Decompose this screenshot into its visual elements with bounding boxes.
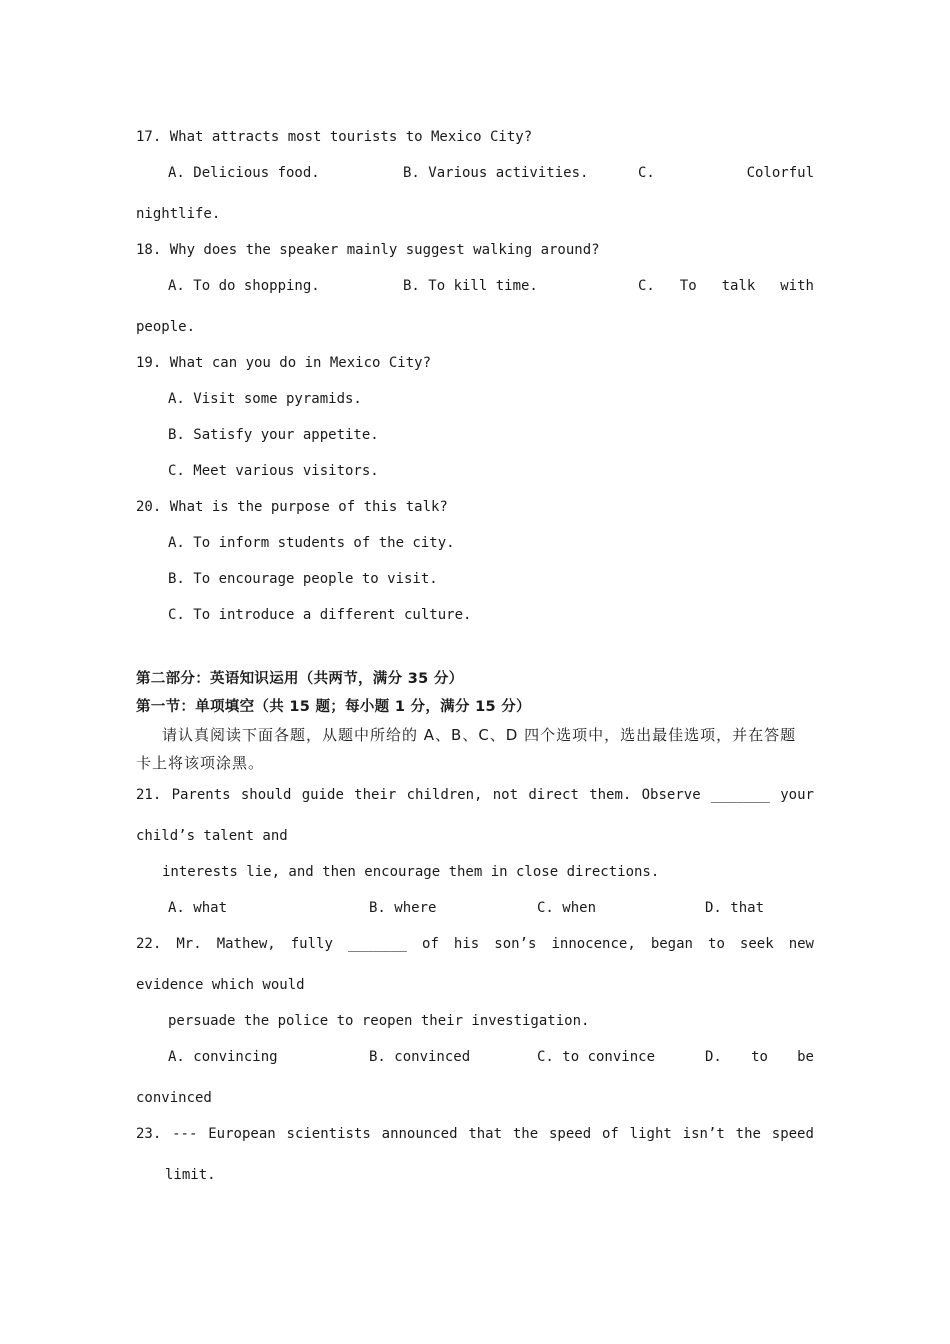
section1-title: 第一节：单项填空（共 15 题；每小题 1 分，满分 15 分） [136, 699, 531, 715]
q20-option-b: B. To encourage people to visit. [168, 571, 438, 587]
q21-blank: _______ [710, 787, 770, 803]
q22-option-d-tail: convinced [136, 1090, 212, 1106]
q19-option-c: C. Meet various visitors. [168, 463, 379, 479]
q21-word: their [354, 787, 397, 803]
q23-word: that [468, 1126, 503, 1142]
q18-c-word: To [679, 278, 697, 294]
q21-option-a: A. what [168, 900, 228, 916]
q23-word: speed [771, 1126, 814, 1142]
q21-word: not [492, 787, 519, 803]
q21-option-c: C. when [537, 900, 597, 916]
q17-option-c-tail: nightlife. [136, 206, 221, 222]
q21-word: should [240, 787, 292, 803]
q23-word: speed [549, 1126, 592, 1142]
q21-word: guide [301, 787, 344, 803]
q22-word: began [650, 936, 693, 952]
q22-stem-line1 [136, 934, 814, 954]
q22-word: fully [290, 936, 333, 952]
q18-c-word: talk [721, 278, 756, 294]
q23-word: of [601, 1126, 619, 1142]
q18-c-word: C. [638, 278, 655, 294]
q21-word: 21. [136, 787, 162, 803]
q21-word: your [780, 787, 814, 803]
part2-title: 第二部分：英语知识运用（共两节，满分 35 分） [136, 671, 464, 687]
q23-word: light [629, 1126, 672, 1142]
q21-word: direct [528, 787, 579, 803]
q23-word: --- [172, 1126, 198, 1142]
q20-option-c: C. To introduce a different culture. [168, 607, 472, 623]
q17-option-c-label: C. [638, 165, 655, 181]
q22-word: Mr. [176, 936, 202, 952]
q22-option-d [705, 1047, 814, 1067]
q21-stem-line3: interests lie, and then encourage them in close directions. [162, 864, 660, 880]
q22-stem-line2: evidence which would [136, 977, 305, 993]
q19-option-a: A. Visit some pyramids. [168, 391, 362, 407]
q23-word: the [735, 1126, 761, 1142]
q22-word: 22. [136, 936, 162, 952]
q23-stem-line2: limit. [165, 1167, 216, 1183]
instruction-line2: 卡上将该项涂黑。 [136, 754, 265, 772]
q18-option-c-tail: people. [136, 319, 196, 335]
q23-word: 23. [136, 1126, 162, 1142]
q18-c-word: with [780, 278, 814, 294]
q22-d-word: be [797, 1049, 814, 1065]
q17-option-a: A. Delicious food. [168, 165, 320, 181]
q19-option-b: B. Satisfy your appetite. [168, 427, 379, 443]
q23-word: European [208, 1126, 276, 1142]
q21-word: Observe [641, 787, 701, 803]
q18-option-b: B. To kill time. [403, 278, 538, 294]
instruction-line1: 请认真阅读下面各题，从题中所给的 A、B、C、D 四个选项中，选出最佳选项，并在答题 [162, 726, 797, 744]
q17-option-c-word: Colorful [746, 165, 814, 181]
q19-stem: 19. What can you do in Mexico City? [136, 355, 432, 371]
q20-stem: 20. What is the purpose of this talk? [136, 499, 448, 515]
q22-word: new [788, 936, 814, 952]
q20-option-a: A. To inform students of the city. [168, 535, 455, 551]
q22-word: Mathew, [216, 936, 276, 952]
q23-word: announced [381, 1126, 458, 1142]
q23-word: the [512, 1126, 539, 1142]
q22-stem-line3: persuade the police to reopen their investigation. [168, 1013, 590, 1029]
q22-word: son’s [494, 936, 537, 952]
q21-stem-line2: child’s talent and [136, 828, 288, 844]
q18-stem: 18. Why does the speaker mainly suggest walking around? [136, 242, 600, 258]
q22-option-a: A. convincing [168, 1049, 278, 1065]
q22-blank: _______ [347, 936, 407, 952]
q22-word: seek [739, 936, 774, 952]
q21-word: Parents [171, 787, 231, 803]
q22-word: innocence, [551, 936, 636, 952]
q23-word: scientists [286, 1126, 371, 1142]
q23-stem-line1 [136, 1124, 814, 1144]
q21-word: them. [589, 787, 632, 803]
q21-word: children, [406, 787, 483, 803]
q22-word: to [708, 936, 725, 952]
q18-option-c [638, 276, 814, 296]
q22-word: of [422, 936, 439, 952]
q17-stem: 17. What attracts most tourists to Mexico City? [136, 129, 533, 145]
q22-d-word: D. [705, 1049, 722, 1065]
q18-option-a: A. To do shopping. [168, 278, 320, 294]
q22-d-word: to [751, 1049, 768, 1065]
q21-option-b: B. where [369, 900, 437, 916]
q21-stem-line1 [136, 785, 814, 805]
q21-option-d: D. that [705, 900, 765, 916]
q22-word: his [453, 936, 480, 952]
q22-option-b: B. convinced [369, 1049, 471, 1065]
q23-word: isn’t [682, 1126, 725, 1142]
q17-option-b: B. Various activities. [403, 165, 589, 181]
q22-option-c: C. to convince [537, 1049, 656, 1065]
